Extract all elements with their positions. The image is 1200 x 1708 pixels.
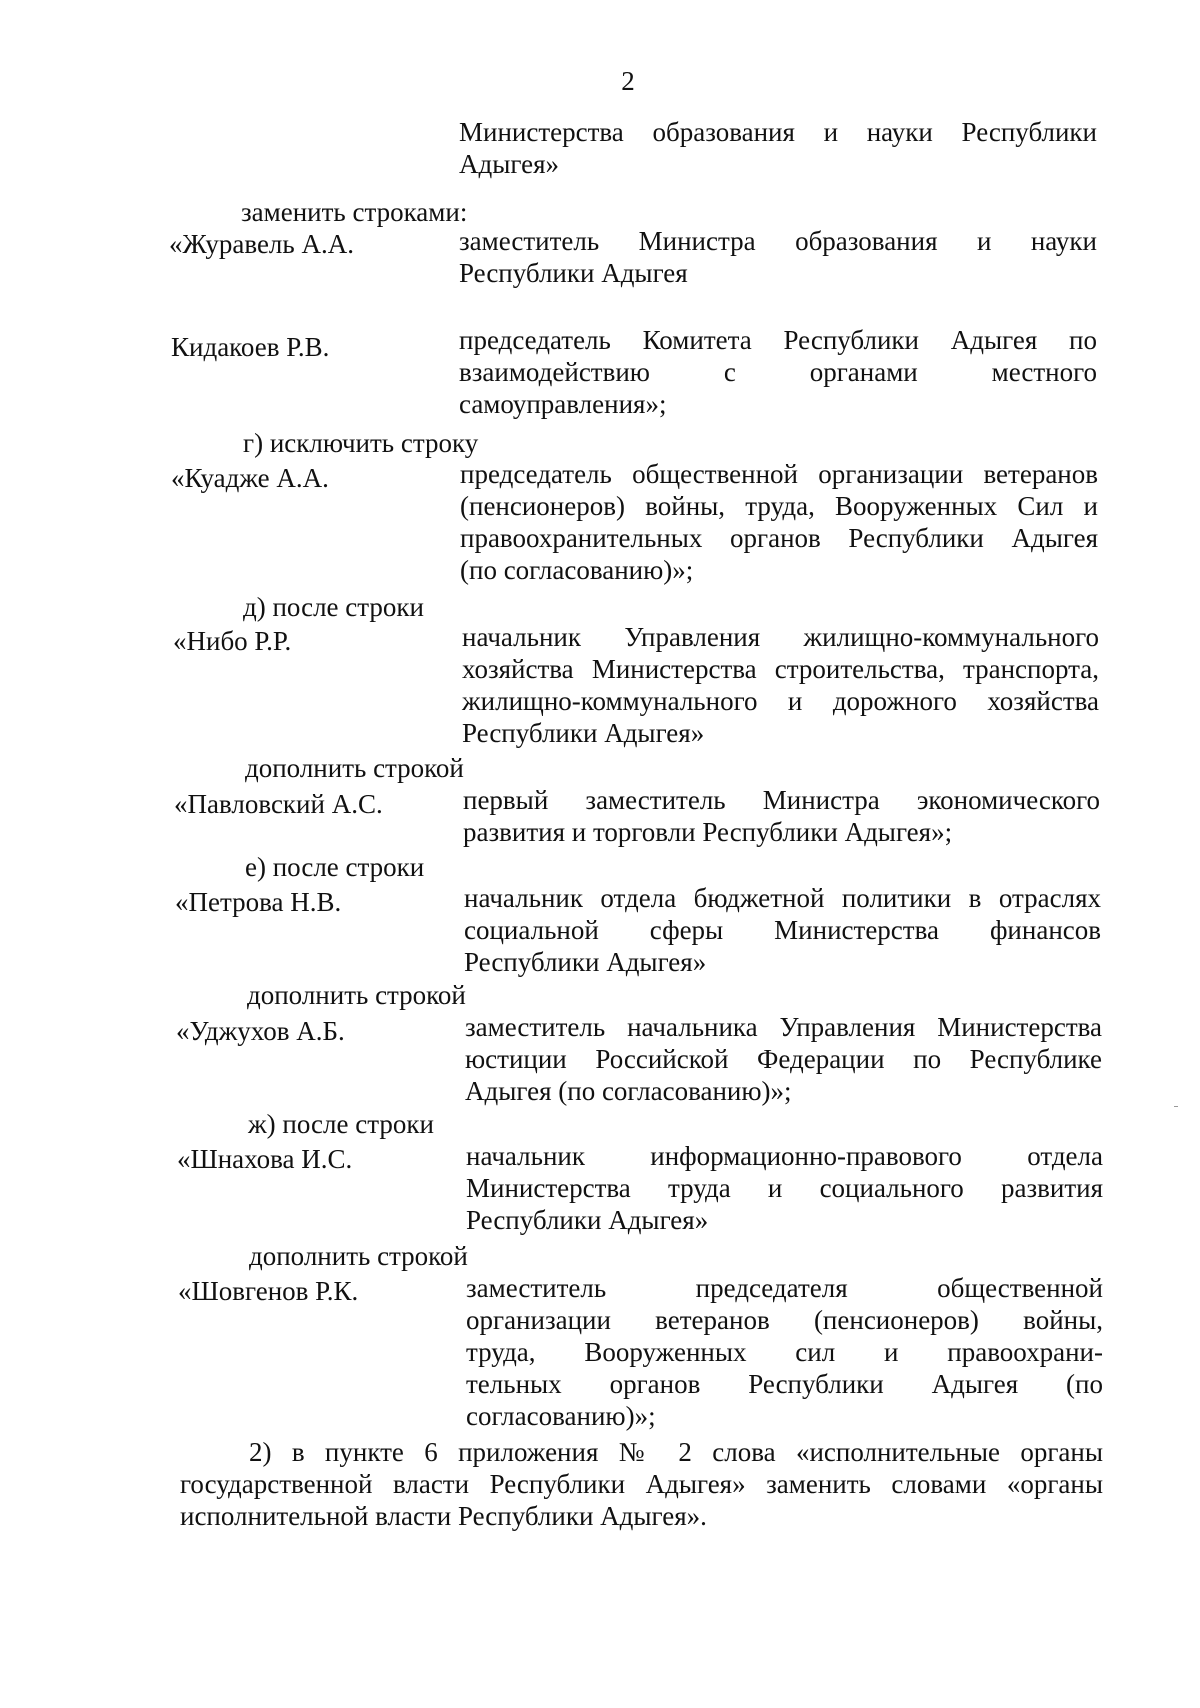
description-line: тельных органов Республики Адыгея (по (466, 1369, 1103, 1399)
person-name: «Шнахова И.С. (177, 1144, 353, 1174)
description-line: взаимодействию с органами местного (459, 357, 1097, 387)
description-line: (пенсионеров) войны, труда, Вооруженных Сил и (460, 491, 1098, 521)
description-line: Республики Адыгея (459, 258, 688, 288)
description-line: хозяйства Министерства строительства, транспорта, (462, 654, 1099, 684)
description-line: согласованию)»; (466, 1401, 656, 1431)
top-description (459, 116, 1097, 180)
description-line: Республики Адыгея» (466, 1205, 709, 1235)
instruction-after-row: е) после строки (245, 852, 425, 882)
instruction-add-row: дополнить строкой (249, 1241, 468, 1271)
person-name: Кидакоев Р.В. (171, 332, 330, 362)
paragraph-line: исполнительной власти Республики Адыгея». (180, 1501, 707, 1531)
scan-artifact (1174, 1106, 1178, 1107)
description-line: Министерства труда и социального развития (466, 1173, 1103, 1203)
description-line: Республики Адыгея» (462, 718, 705, 748)
person-name: «Петрова Н.В. (175, 887, 342, 917)
page-number: 2 (621, 66, 635, 96)
paragraph-line: 2) в пункте 6 приложения № 2 слова «исполнительные органы (249, 1437, 1103, 1467)
person-position (459, 324, 1097, 420)
person-position (466, 1272, 1103, 1432)
person-name: «Павловский А.С. (174, 789, 383, 819)
description-line: председатель Комитета Республики Адыгея по (459, 325, 1097, 355)
paragraph-line: государственной власти Республики Адыгея» заменить словами «органы (180, 1469, 1103, 1499)
description-line: развития и торговли Республики Адыгея»; (463, 817, 953, 847)
description-line: правоохранительных органов Республики Адыгея (460, 523, 1098, 553)
description-line: начальник отдела бюджетной политики в отраслях (464, 883, 1101, 913)
person-name: «Шовгенов Р.К. (178, 1276, 359, 1306)
description-line: начальник информационно-правового отдела (466, 1141, 1103, 1171)
description-line: юстиции Российской Федерации по Республике (465, 1044, 1102, 1074)
description-line: социальной сферы Министерства финансов (464, 915, 1101, 945)
description-line: самоуправления»; (459, 389, 667, 419)
description-line: жилищно-коммунального и дорожного хозяйства (462, 686, 1099, 716)
description-line: председатель общественной организации ветеранов (460, 459, 1098, 489)
person-position (459, 225, 1097, 289)
person-position (463, 784, 1100, 848)
instruction-exclude: г) исключить строку (243, 428, 479, 458)
instruction-replace: заменить строками: (241, 197, 468, 227)
person-position (465, 1011, 1102, 1107)
instruction-add-row: дополнить строкой (247, 980, 466, 1010)
person-name: «Нибо Р.Р. (173, 626, 292, 656)
person-name: «Куадже А.А. (171, 463, 329, 493)
person-name: «Уджухов А.Б. (176, 1016, 345, 1046)
description-line: (по согласованию)»; (460, 555, 694, 585)
description-line: заместитель председателя общественной (466, 1273, 1103, 1303)
description-line: начальник Управления жилищно-коммунального (462, 622, 1099, 652)
instruction-add-row: дополнить строкой (245, 753, 464, 783)
instruction-after-row: д) после строки (243, 592, 424, 622)
description-line: Адыгея» (459, 149, 559, 179)
description-line: Министерства образования и науки Республики (459, 117, 1097, 147)
description-line: труда, Вооруженных сил и правоохрани- (466, 1337, 1103, 1367)
person-position (460, 458, 1098, 586)
person-position (466, 1140, 1103, 1236)
description-line: заместитель Министра образования и науки (459, 226, 1097, 256)
person-name: «Журавель А.А. (169, 229, 354, 259)
description-line: организации ветеранов (пенсионеров) войны, (466, 1305, 1103, 1335)
description-line: заместитель начальника Управления Министерства (465, 1012, 1102, 1042)
description-line: Республики Адыгея» (464, 947, 707, 977)
person-position (462, 621, 1099, 749)
description-line: первый заместитель Министра экономического (463, 785, 1100, 815)
instruction-after-row: ж) после строки (248, 1109, 434, 1139)
description-line: Адыгея (по согласованию)»; (465, 1076, 792, 1106)
person-position (464, 882, 1101, 978)
final-paragraph (180, 1436, 1103, 1532)
